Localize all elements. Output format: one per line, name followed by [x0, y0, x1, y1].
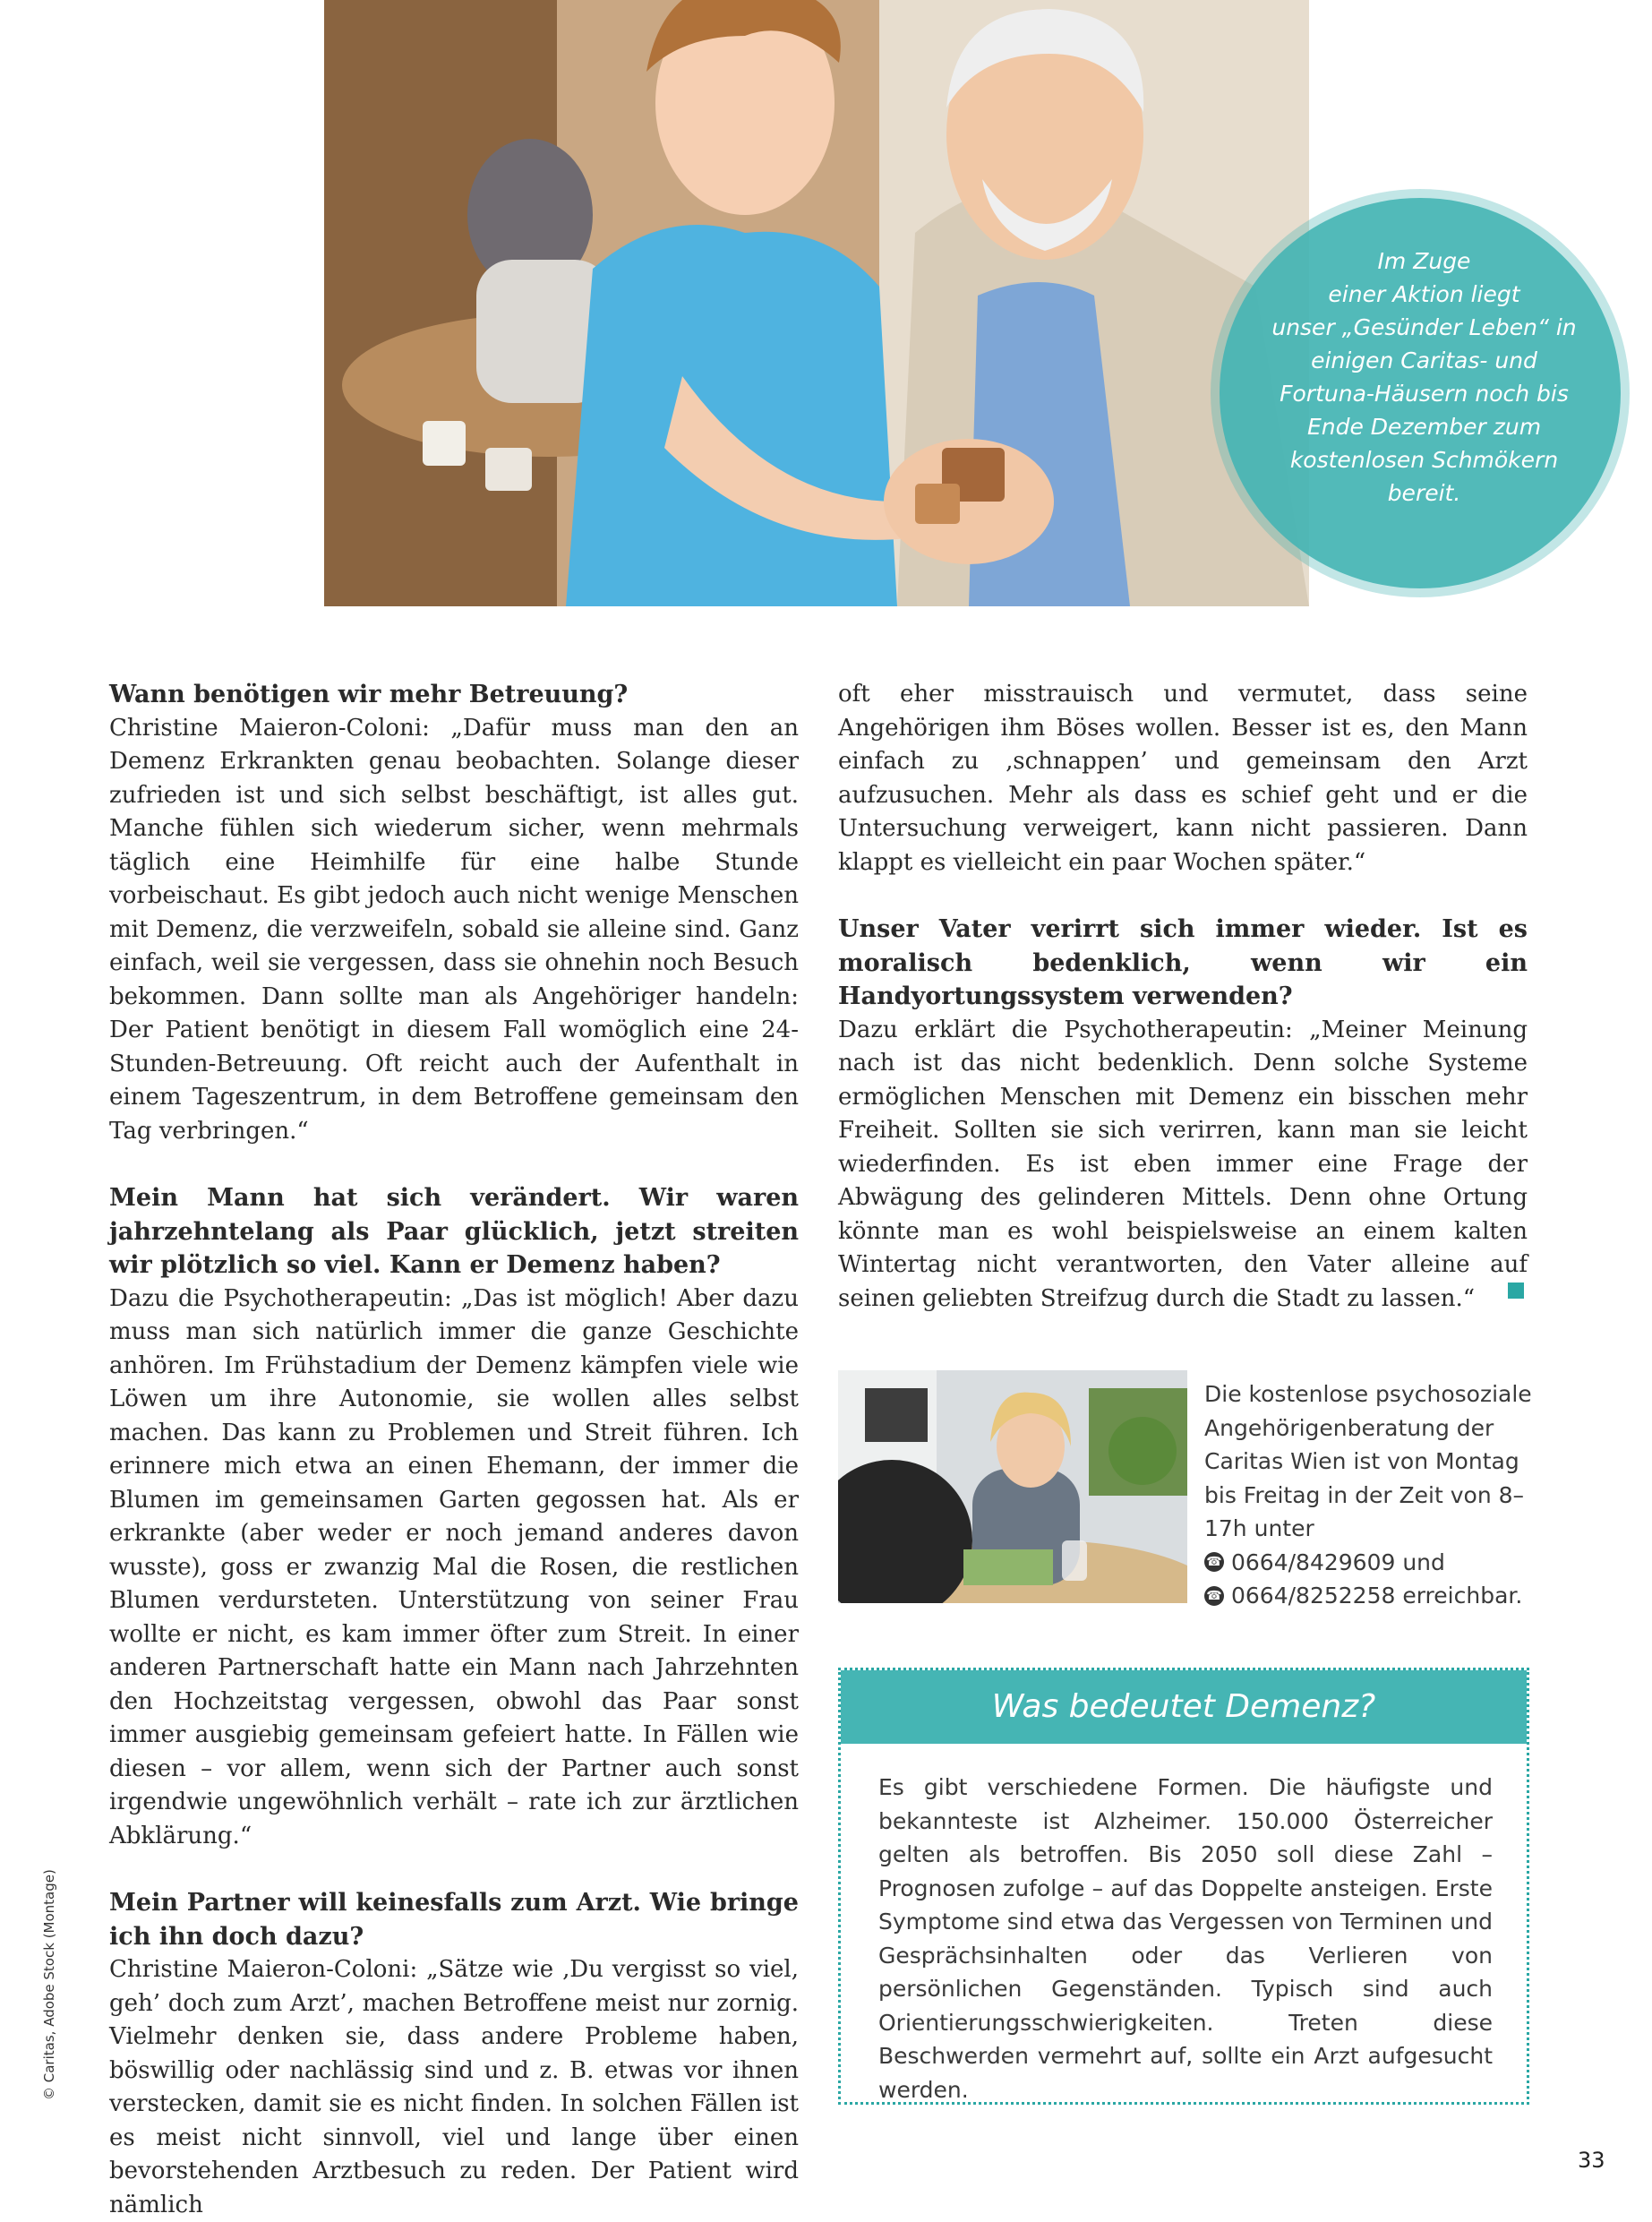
question-heading: Wann benötigen wir mehr Betreuung?: [109, 681, 629, 708]
callout-line: bereit.: [1387, 480, 1461, 506]
info-box-title: Was bedeutet Demenz?: [841, 1670, 1527, 1744]
phone-number: 0664/8252258 erreichbar.: [1231, 1583, 1523, 1609]
answer-paragraph-continued: oft eher misstrauisch und vermutet, dass seine Angehörigen ihm Böses wollen. Besser ist es, den Mann einfach zu ‚schnappen’ und gemeinsam den Arzt aufzusuchen. Mehr als dass es schief geht und er die Untersuchung verweigert, kann nicht passieren. Dann klappt es vielleicht ein paar Wochen später.“: [838, 681, 1528, 876]
info-box-body: Es gibt verschiedene Formen. Die häufigste und bekannteste ist Alzheimer. 150.000 Österreicher gelten als betroffen. Bis 2050 soll diese Zahl – Prognosen zufolge – auf das Doppelte ansteigen. Erste Symptome sind etwa das Vergessen von Terminen und Gesprächsinhalten oder das Verlieren von persönlichen Gegenständen. Typisch sind auch Orientierungsschwierigkeiten. Treten diese Beschwerden vermehrt auf, sollte ein Arzt aufgesucht werden.: [878, 1774, 1493, 2103]
article-end-mark: [1508, 1283, 1524, 1299]
answer-paragraph: Christine Maieron-Coloni: „Sätze wie ‚Du vergisst so viel, geh’ doch zum Arzt’, machen Betroffene meist nur zornig. Vielmehr denken sie, dass andere Probleme haben, böswillig oder nachlässig sind und z. B. etwas vor ihnen verstecken, damit sie es nicht finden. In solchen Fällen ist es meist nicht sinnvoll, viel und lange über einen bevorstehenden Arztbesuch zu reden. Der Patient wird nämlich: [109, 1956, 799, 2218]
contact-text: Die kostenlose psychosoziale Angehörigenberatung der Caritas Wien ist von Montag bis Freitag in der Zeit von 8–17h unter: [1204, 1381, 1532, 1541]
info-box: [838, 1668, 1529, 2105]
callout-line: Im Zuge: [1377, 248, 1471, 274]
callout-line: kostenlosen Schmökern: [1289, 447, 1559, 473]
phone-icon: ☎: [1204, 1586, 1224, 1606]
counselling-photo: [838, 1370, 1187, 1603]
question-heading: Mein Partner will keinesfalls zum Arzt. Wie bringe ich ihn doch dazu?: [109, 1889, 799, 1951]
callout-line: unser „Gesünder Leben“ in: [1271, 314, 1577, 340]
answer-paragraph: Dazu die Psychotherapeutin: „Das ist möglich! Aber dazu muss man sich natürlich immer die ganze Geschichte anhören. Im Frühstadium der Demenz kämpfen viele wie Löwen um ihre Autonomie, sie wollen alles selbst machen. Das kann zu Problemen und Streit führen. Ich erinnere mich etwa an einen Ehemann, der immer die Blumen im gemeinsamen Garten gegossen hat. Als er erkrankte (aber weder er noch jemand anderes davon wusste), goss er zwanzig Mal die Rosen, die restlichen Blumen verdursteten. Unterstützung von seiner Frau wollte er nicht, es kam immer öfter zum Streit. In einer anderen Partnerschaft hatte ein Mann nach Jahrzehnten den Hochzeitstag vergessen, obwohl das Paar sonst immer ausgiebig gemeinsam gefeiert hatte. In Fällen wie diesen – vor allem, wenn sich der Partner auch sonst irgendwie ungewöhnlich verhält – rate ich zur ärztlichen Abklärung.“: [109, 1284, 799, 1849]
page-number: 33: [1578, 2148, 1605, 2173]
callout-line: einigen Caritas- und: [1311, 347, 1537, 373]
contact-info: [1204, 1377, 1545, 1613]
callout-line: einer Aktion liegt: [1328, 281, 1520, 307]
callout-text: [1252, 245, 1596, 510]
article-column-left: [109, 678, 799, 2222]
phone-entry[interactable]: [1204, 1579, 1545, 1613]
answer-paragraph: Christine Maieron-Coloni: „Dafür muss man den an Demenz Erkrankten genau beobachten. Solange dieser zufrieden ist und sich selbst beschäftigt, ist alles gut. Manche fühlen sich wiederum sicher, wenn mehrmals täglich eine Heimhilfe für eine halbe Stunde vorbeischaut. Es gibt jedoch auch nicht wenige Menschen mit Demenz, die verzweifeln, sobald sie alleine sind. Ganz einfach, weil sie vergessen, dass sie ohnehin noch Besuch bekommen. Dann sollte man als Angehöriger handeln: Der Patient benötigt in diesem Fall womöglich eine 24-Stunden-Betreuung. Oft reicht auch der Aufenthalt in einem Tageszentrum, in dem Betroffene gemeinsam den Tag verbringen.“: [109, 714, 799, 1145]
photo-credit: © Caritas, Adobe Stock (Montage): [41, 1869, 57, 2100]
hero-photo: [324, 0, 1309, 606]
question-heading: Mein Mann hat sich verändert. Wir waren jahrzehntelang als Paar glücklich, jetzt streiten wir plötzlich so viel. Kann er Demenz haben?: [109, 1184, 799, 1279]
callout-line: Fortuna-Häusern noch bis: [1280, 381, 1569, 407]
phone-entry[interactable]: [1204, 1546, 1545, 1580]
phone-number: 0664/8429609 und: [1231, 1549, 1445, 1575]
answer-paragraph: Dazu erklärt die Psychotherapeutin: „Meiner Meinung nach ist das nicht bedenklich. Denn solche Systeme ermöglichen Menschen mit Demenz ein bisschen mehr Freiheit. Sollten sie sich verirren, kann man sie leicht wiederfinden. Es ist eben immer eine Frage der Abwägung des gelinderen Mittels. Denn ohne Ortung könnte man es wohl beispielsweise an einem kalten Wintertag nicht verantworten, den Vater alleine auf seinen geliebten Streifzug durch die Stadt zu lassen.“: [838, 1016, 1528, 1312]
question-heading: Unser Vater verirrt sich immer wieder. Ist es moralisch bedenklich, wenn wir ein Handyortungssystem verwenden?: [838, 915, 1528, 1010]
article-column-right: [838, 678, 1528, 1316]
phone-icon: ☎: [1204, 1552, 1224, 1572]
callout-line: Ende Dezember zum: [1306, 414, 1542, 440]
